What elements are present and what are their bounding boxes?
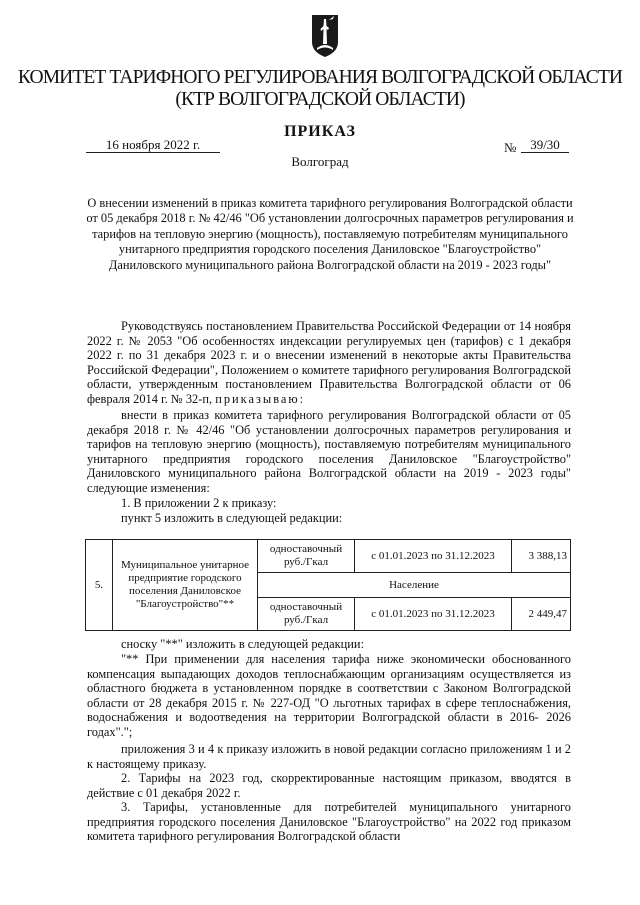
item-1-paragraph: 1. В приложении 2 к приказу: xyxy=(121,496,277,510)
period-cell: с 01.01.2023 по 31.12.2023 xyxy=(355,540,512,573)
footnote-text: "** При применении для населения тарифа ниже экономически обоснованного компенсация выпадающих доходов теплоснабжающим организациям осуществляется из областного бюджета в установленном порядке в соответствии с Законом Волгоградской области от 28 декабря 2015 г. № 227-ОД "О льготных тарифах в сфере теплоснабжения, водоснабжения и водоотведения на территории Волгоградской области в 2016- 2026 годах"."; xyxy=(87,652,571,739)
preamble-paragraph xyxy=(87,319,571,406)
population-group-cell: Население xyxy=(258,573,571,598)
document-date: 16 ноября 2022 г. xyxy=(86,137,220,153)
rate-type-cell: одноставочный руб./Гкал xyxy=(258,598,355,631)
item-3-paragraph: 3. Тарифы, установленные для потребителей муниципального унитарного предприятия городского поселения Даниловское "Благоустройство" на 2022 год приказом комитета тарифного регулирования Волгоградской области xyxy=(87,800,571,843)
item-5-intro: пункт 5 изложить в следующей редакции: xyxy=(121,511,343,525)
tariff-value-cell: 3 388,13 xyxy=(512,540,571,573)
document-city: Волгоград xyxy=(291,154,349,169)
footnote-intro: сноску "**" изложить в следующей редакции: xyxy=(121,637,365,651)
document-title: ПРИКАЗ xyxy=(284,123,356,140)
table-row xyxy=(86,540,571,573)
committee-abbreviation: (КТР ВОЛГОГРАДСКОЙ ОБЛАСТИ) xyxy=(175,89,465,110)
tariff-value-cell: 2 449,47 xyxy=(512,598,571,631)
tariff-table xyxy=(85,539,571,631)
order-verb: приказываю: xyxy=(215,391,306,406)
organization-cell: Муниципальное унитарное предприятие городского поселения Даниловское "Благоустройство"** xyxy=(113,540,258,631)
row-number: 5. xyxy=(86,540,113,631)
document-number: 39/30 xyxy=(521,137,569,153)
preamble-text: Руководствуясь постановлением Правительства Российской Федерации от 14 ноября 2022 г. № 2053 "Об особенностях индексации регулируемых цен (тарифов) с 1 декабря 2022 г. по 31 декабря 2023 г. и о внесении изменений в некоторые акты Правительства Российской Федерации", Положением о комитете тарифного регулирования Волгоградской области, утвержденным постановлением Правительства Волгоградской области от 06 февраля 2014 г. № 32-п, xyxy=(87,319,571,406)
amendment-paragraph: внести в приказ комитета тарифного регулирования Волгоградской области от 05 декабря 2018 г. № 42/46 "Об установлении долгосрочных параметров регулирования и тарифов на тепловую энергию (мощность), поставляемую потребителям муниципального унитарного предприятия городского поселения Даниловское "Благоустройство" Даниловского муниципального района Волгоградской области на 2019 - 2023 годы" следующие изменения: xyxy=(87,408,571,495)
appendices-paragraph: приложения 3 и 4 к приказу изложить в новой редакции согласно приложениям 1 и 2 к настоящему приказу. xyxy=(87,742,571,771)
committee-name: КОМИТЕТ ТАРИФНОГО РЕГУЛИРОВАНИЯ ВОЛГОГРАДСКОЙ ОБЛАСТИ xyxy=(17,67,623,88)
document-subject: О внесении изменений в приказ комитета тарифного регулирования Волгоградской области от 05 декабря 2018 г. № 42/46 "Об установлении долгосрочных параметров регулирования и тарифов на тепловую энергию (мощность), поставляемую потребителям муниципального унитарного предприятия городского поселения Даниловское "Благоустройство" Даниловского муниципального района Волгоградской области на 2019 - 2023 годы" xyxy=(86,196,574,272)
coat-of-arms-emblem-icon xyxy=(311,14,339,58)
number-label: № xyxy=(504,140,517,155)
period-cell: с 01.01.2023 по 31.12.2023 xyxy=(355,598,512,631)
item-2-paragraph: 2. Тарифы на 2023 год, скорректированные настоящим приказом, вводятся в действие с 01 декабря 2022 г. xyxy=(87,771,571,800)
rate-type-cell: одноставочный руб./Гкал xyxy=(258,540,355,573)
